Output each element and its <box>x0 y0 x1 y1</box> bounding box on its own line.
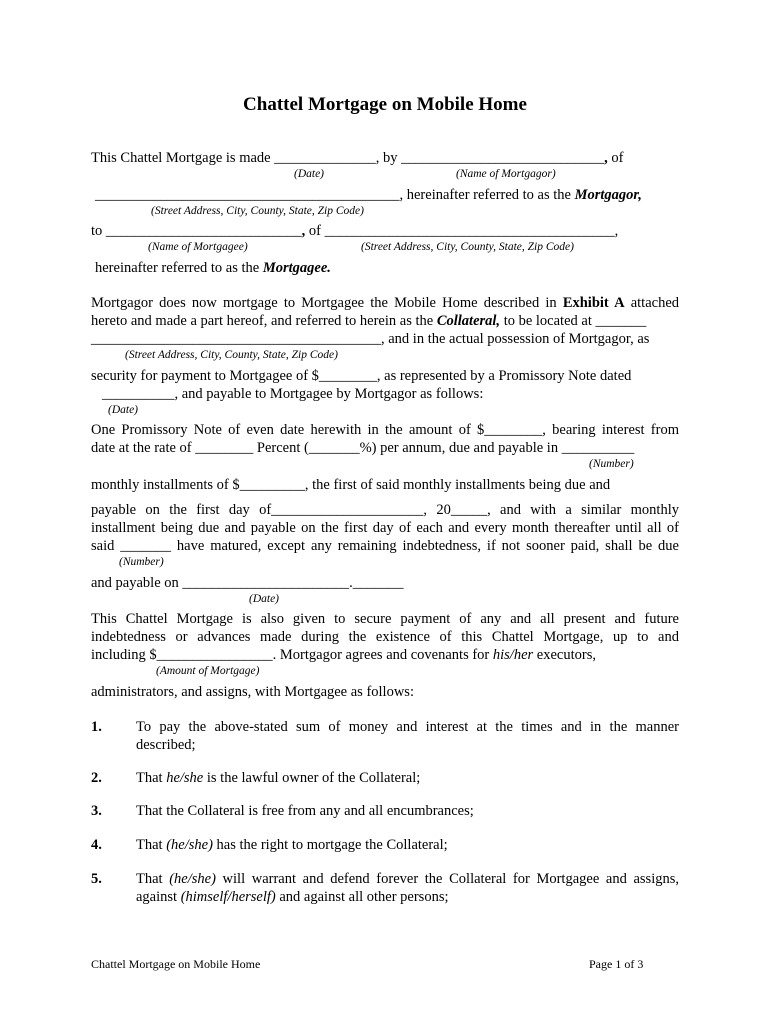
p1-line3 <box>91 222 618 240</box>
p3-line1: One Promissory Note of even date herewith in the amount of $________, bearing interest from <box>91 422 679 438</box>
p1-line3-text: to ___________________________ <box>91 223 302 239</box>
caption-mortgagee: (Name of Mortgagee) <box>148 241 248 253</box>
p3-line5: installment being due and payable on the first day of each and every month thereafter until all of <box>91 520 679 536</box>
his-her-term: his/her <box>492 647 534 663</box>
item-1-line1: To pay the above-stated sum of money and interest at the times and in the manner <box>136 719 679 735</box>
p4-line2: indebtedness or advances made during the existence of this Chattel Mortgage, up to and <box>91 629 679 645</box>
p2-line3: ________________________________________, and in the actual possession of Mortgagor, as <box>91 331 650 347</box>
p2-line2-end: to be located at _______ <box>500 313 647 329</box>
item-4-b: (he/she) <box>166 837 213 853</box>
footer-title: Chattel Mortgage on Mobile Home <box>91 957 261 971</box>
p3-line3: monthly installments of $_________, the first of said monthly installments being due and <box>91 477 611 493</box>
item-4-number: 4. <box>91 837 102 853</box>
item-5-c: will warrant and defend forever the Collateral for Mortgagee and assigns, <box>215 871 679 887</box>
caption-address-1: (Street Address, City, County, State, Zip Code) <box>151 205 364 217</box>
p4-line3-text: including $________________. Mortgagor agrees and covenants for <box>91 647 493 663</box>
p3-line4: payable on the first day of_____________________, 20_____, and with a similar monthly <box>91 502 679 518</box>
p4-line1: This Chattel Mortgage is also given to secure payment of any and all present and future <box>91 611 679 627</box>
p3-line6: said _______ have matured, except any remaining indebtedness, if not sooner paid, shall be due <box>91 538 679 554</box>
mortgagor-term: Mortgagor, <box>574 187 642 203</box>
item-3-text: That the Collateral is free from any and all encumbrances; <box>136 803 474 819</box>
caption-number-2: (Number) <box>119 556 164 568</box>
p4-line4: administrators, and assigns, with Mortgagee as follows: <box>91 684 414 700</box>
p1-line1-comma: , <box>604 150 608 166</box>
exhibit-a-term: Exhibit A <box>562 295 625 311</box>
p2-line1-text: Mortgagor does now mortgage to Mortgagee the Mobile Home described in <box>91 295 563 311</box>
p1-line4-text: hereinafter referred to as the <box>95 260 263 276</box>
item-5-f: and against all other persons; <box>275 889 449 905</box>
p1-line2-text: __________________________________________, hereinafter referred to as the <box>95 187 575 203</box>
caption-mortgagor: (Name of Mortgagor) <box>456 168 556 180</box>
p4-line3-end: executors, <box>533 647 596 663</box>
p2-line5: __________, and payable to Mortgagee by Mortgagor as follows: <box>102 386 484 402</box>
item-1-number: 1. <box>91 719 102 735</box>
caption-address-3: (Street Address, City, County, State, Zip Code) <box>125 349 338 361</box>
p3-line2: date at the rate of ________ Percent (_______%) per annum, due and payable in __________ <box>91 440 635 456</box>
collateral-term: Collateral, <box>436 313 501 329</box>
item-5-line1 <box>136 870 679 888</box>
caption-amount: (Amount of Mortgage) <box>156 665 260 677</box>
item-2-b: he/she <box>166 770 204 786</box>
p1-line1-text: This Chattel Mortgage is made ______________, by ____________________________ <box>91 150 605 166</box>
p2-line2-text: hereto and made a part hereof, and referred to herein as the <box>91 313 437 329</box>
caption-date-2: (Date) <box>108 404 139 416</box>
p2-line4: security for payment to Mortgagee of $________, as represented by a Promissory Note dated <box>91 368 632 384</box>
item-5-line2 <box>136 888 449 906</box>
document-title: Chattel Mortgage on Mobile Home <box>243 94 527 115</box>
item-5-b: (he/she) <box>169 871 216 887</box>
p2-line1-end: attached <box>624 295 680 311</box>
page-number: Page 1 of 3 <box>589 957 644 971</box>
mortgagee-term: Mortgagee. <box>262 260 331 276</box>
item-2-text <box>136 769 420 787</box>
item-4-a: That <box>136 837 167 853</box>
item-5-a: That <box>136 871 170 887</box>
p2-line2 <box>91 312 646 330</box>
p1-line4 <box>95 259 331 277</box>
p1-line1-of: of <box>607 150 624 166</box>
caption-date: (Date) <box>294 168 325 180</box>
item-5-d: against <box>136 889 181 905</box>
item-4-text <box>136 836 448 854</box>
item-2-a: That <box>136 770 167 786</box>
p4-line3 <box>91 646 596 664</box>
item-4-c: has the right to mortgage the Collateral; <box>212 837 448 853</box>
caption-address-2: (Street Address, City, County, State, Zip Code) <box>361 241 574 253</box>
item-2-number: 2. <box>91 770 102 786</box>
p1-line2 <box>95 186 642 204</box>
caption-number-1: (Number) <box>589 458 634 470</box>
item-1-line2: described; <box>136 737 196 753</box>
item-5-number: 5. <box>91 871 102 887</box>
p1-line3-of: of ________________________________________, <box>305 223 619 239</box>
item-5-e: (himself/herself) <box>180 889 276 905</box>
p1-line1 <box>91 149 623 167</box>
p3-line7: and payable on _______________________._______ <box>91 575 404 591</box>
caption-date-3: (Date) <box>249 593 280 605</box>
item-2-c: is the lawful owner of the Collateral; <box>203 770 421 786</box>
p1-line3-comma: , <box>301 223 306 239</box>
item-3-number: 3. <box>91 803 102 819</box>
p2-line1 <box>91 294 679 312</box>
